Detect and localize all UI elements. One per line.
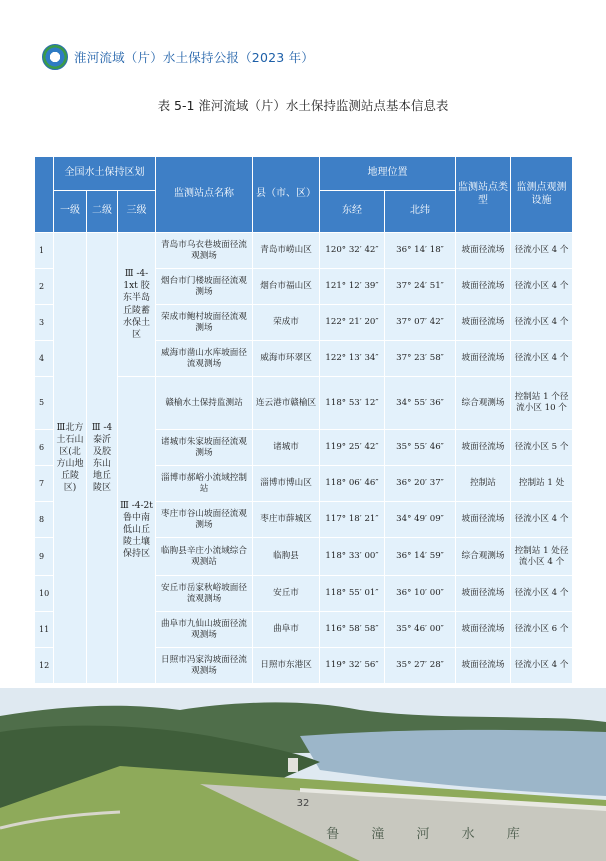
longitude: 122° 13′ 34″ (320, 341, 385, 377)
facility: 径流小区 4 个 (511, 648, 573, 684)
page-number: 32 (296, 798, 310, 809)
region-level1: Ⅲ北方土石山区(北方山地丘陵区) (54, 233, 87, 684)
station-name: 安丘市岳家秋峪坡面径流观测场 (156, 576, 253, 612)
latitude: 37° 07′ 42″ (385, 305, 456, 341)
facility: 径流小区 4 个 (511, 269, 573, 305)
header-level3: 三级 (118, 191, 156, 233)
row-number: 9 (35, 538, 54, 576)
station-info-table (34, 156, 573, 684)
county: 枣庄市薛城区 (253, 502, 320, 538)
intake-tower (288, 758, 298, 772)
latitude: 36° 14′ 59″ (385, 538, 456, 576)
row-number: 3 (35, 305, 54, 341)
county: 青岛市崂山区 (253, 233, 320, 269)
station-name: 诸城市朱家坡面径流观测场 (156, 430, 253, 466)
station-type: 坡面径流场 (456, 576, 511, 612)
county: 烟台市福山区 (253, 269, 320, 305)
station-name: 枣庄市谷山坡面径流观测场 (156, 502, 253, 538)
header-lon: 东经 (320, 191, 385, 233)
station-type: 坡面径流场 (456, 648, 511, 684)
facility: 控制站 1 处 (511, 466, 573, 502)
table-row (35, 233, 573, 269)
bureau-logo-icon (42, 44, 68, 70)
longitude: 117° 18′ 21″ (320, 502, 385, 538)
header-title: 淮河流域（片）水土保持公报（2023 年） (74, 50, 314, 65)
facility: 径流小区 4 个 (511, 233, 573, 269)
table-caption: 表 5-1 淮河流域（片）水土保持监测站点基本信息表 (157, 98, 449, 113)
county: 安丘市 (253, 576, 320, 612)
longitude: 118° 55′ 01″ (320, 576, 385, 612)
station-type: 坡面径流场 (456, 233, 511, 269)
header-lat: 北纬 (385, 191, 456, 233)
longitude: 118° 06′ 46″ (320, 466, 385, 502)
facility: 控制站 1 个径流小区 10 个 (511, 377, 573, 430)
county: 荣成市 (253, 305, 320, 341)
row-number: 12 (35, 648, 54, 684)
header-station: 监测站点名称 (156, 157, 253, 233)
header-level1: 一级 (54, 191, 87, 233)
longitude: 118° 53′ 12″ (320, 377, 385, 430)
county: 诸城市 (253, 430, 320, 466)
row-number: 1 (35, 233, 54, 269)
station-name: 烟台市门楼坡面径流观测场 (156, 269, 253, 305)
station-type: 坡面径流场 (456, 502, 511, 538)
facility: 径流小区 5 个 (511, 430, 573, 466)
reservoir-photo (0, 688, 606, 861)
station-name: 淄博市郝峪小流域控制站 (156, 466, 253, 502)
row-number: 5 (35, 377, 54, 430)
longitude: 119° 32′ 56″ (320, 648, 385, 684)
station-type: 坡面径流场 (456, 430, 511, 466)
county: 淄博市博山区 (253, 466, 320, 502)
facility: 径流小区 4 个 (511, 341, 573, 377)
header-type: 监测站点类型 (456, 157, 511, 233)
region-level3-a: Ⅲ -4-1xt 胶东半岛丘陵蓄水保土区 (118, 233, 156, 377)
latitude: 36° 10′ 00″ (385, 576, 456, 612)
station-type: 坡面径流场 (456, 269, 511, 305)
county: 临朐县 (253, 538, 320, 576)
latitude: 35° 27′ 28″ (385, 648, 456, 684)
latitude: 35° 46′ 00″ (385, 612, 456, 648)
row-number: 8 (35, 502, 54, 538)
latitude: 36° 20′ 37″ (385, 466, 456, 502)
longitude: 118° 33′ 00″ (320, 538, 385, 576)
header-facility: 监测点观测设施 (511, 157, 573, 233)
county: 连云港市赣榆区 (253, 377, 320, 430)
facility: 控制站 1 处径流小区 4 个 (511, 538, 573, 576)
row-number: 2 (35, 269, 54, 305)
facility: 径流小区 4 个 (511, 502, 573, 538)
facility: 径流小区 6 个 (511, 612, 573, 648)
region-level2: Ⅲ -4泰沂及胶东山地丘陵区 (87, 233, 118, 684)
header-level2: 二级 (87, 191, 118, 233)
latitude: 36° 14′ 18″ (385, 233, 456, 269)
station-type: 坡面径流场 (456, 341, 511, 377)
latitude: 37° 23′ 58″ (385, 341, 456, 377)
header-blank (35, 157, 54, 233)
row-number: 10 (35, 576, 54, 612)
station-name: 曲阜市九仙山坡面径流观测场 (156, 612, 253, 648)
longitude: 121° 12′ 39″ (320, 269, 385, 305)
station-name: 青岛市乌衣巷坡面径流观测场 (156, 233, 253, 269)
row-number: 11 (35, 612, 54, 648)
station-type: 坡面径流场 (456, 305, 511, 341)
station-name: 临朐县辛庄小流域综合观测站 (156, 538, 253, 576)
row-number: 4 (35, 341, 54, 377)
station-type: 综合观测场 (456, 377, 511, 430)
header-county: 县（市、区） (253, 157, 320, 233)
dam-banner-text: 鲁 潼 河 水 库 (326, 827, 534, 842)
station-name: 日照市冯家沟坡面径流观测场 (156, 648, 253, 684)
header-division: 全国水土保持区划 (54, 157, 156, 191)
latitude: 37° 24′ 51″ (385, 269, 456, 305)
longitude: 120° 32′ 42″ (320, 233, 385, 269)
facility: 径流小区 4 个 (511, 576, 573, 612)
county: 曲阜市 (253, 612, 320, 648)
page-header (42, 42, 314, 72)
county: 威海市环翠区 (253, 341, 320, 377)
station-type: 控制站 (456, 466, 511, 502)
latitude: 34° 49′ 09″ (385, 502, 456, 538)
reservoir-landscape (0, 688, 606, 861)
longitude: 119° 25′ 42″ (320, 430, 385, 466)
row-number: 7 (35, 466, 54, 502)
station-type: 综合观测场 (456, 538, 511, 576)
longitude: 122° 21′ 20″ (320, 305, 385, 341)
facility: 径流小区 4 个 (511, 305, 573, 341)
header-geo: 地理位置 (320, 157, 456, 191)
station-name: 荣成市鲍村坡面径流观测场 (156, 305, 253, 341)
station-type: 坡面径流场 (456, 612, 511, 648)
row-number: 6 (35, 430, 54, 466)
region-level3-b: Ⅲ -4-2t 鲁中南低山丘陵土壤保持区 (118, 377, 156, 684)
latitude: 34° 55′ 36″ (385, 377, 456, 430)
longitude: 116° 58′ 58″ (320, 612, 385, 648)
station-name: 威海市凿山水库坡面径流观测场 (156, 341, 253, 377)
station-name: 赣榆水土保持监测站 (156, 377, 253, 430)
latitude: 35° 55′ 46″ (385, 430, 456, 466)
county: 日照市东港区 (253, 648, 320, 684)
